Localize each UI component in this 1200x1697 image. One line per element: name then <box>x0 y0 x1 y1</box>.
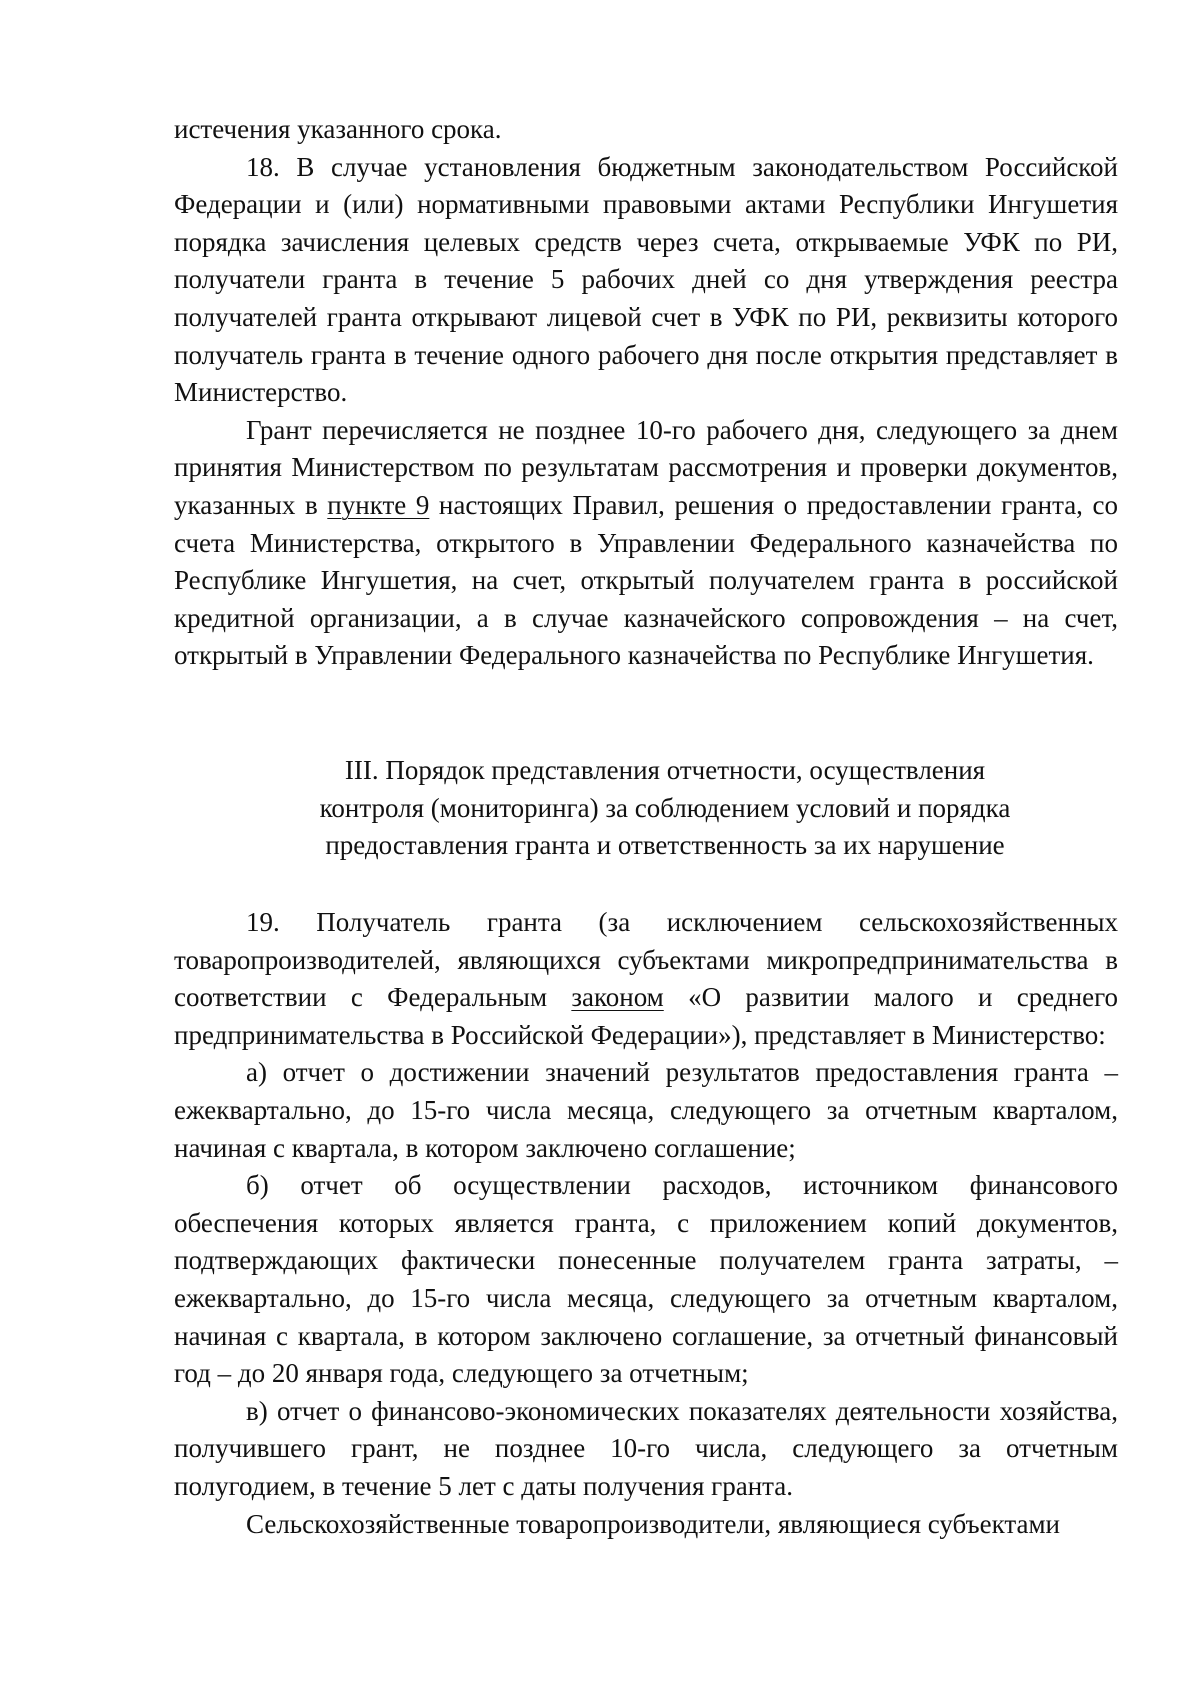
list-item-a: а) отчет о достижении значений результатов предоставления гранта – ежеквартально, до 15-го числа месяца, следующего за отчетным кварталом, начиная с квартала, в котором заключено соглашение; <box>174 1057 1118 1163</box>
list-item-b: б) отчет об осуществлении расходов, источником финансового обеспечения которых является гранта, с приложением копий документов, подтверждающих фактически понесенные получателем гранта затраты, – ежеквартально, до 15-го числа месяца, следующего за отчетным кварталом, начиная с квартала, в котором заключено соглашение, за отчетный финансовый год – до 20 января года, следующего за отчетным; <box>174 1170 1118 1389</box>
section-3-heading-line: контроля (мониторинга) за соблюдением условий и порядка <box>319 792 1011 823</box>
grant-transfer-text-after: настоящих Правил, решения о предоставлении гранта, со счета Министерства, открытого в Управлении Федерального казначейства по Республике Ингушетия, на счет, открытый получателем гранта в российской кредитной организации, а в случае казначейского сопровождения – на счет, открытый в Управлении Федерального казначейства по Республике Ингушетия. <box>174 489 1118 671</box>
federal-law-link[interactable]: законом <box>571 982 664 1013</box>
closing-paragraph: Сельскохозяйственные товаропроизводители, являющиеся субъектами <box>246 1508 1060 1539</box>
top-text-block <box>174 111 1118 675</box>
list-item-c: в) отчет о финансово-экономических показателях деятельности хозяйства, получившего грант, не позднее 10-го числа, следующего за отчетным полугодием, в течение 5 лет с даты получения гранта. <box>174 1395 1118 1501</box>
section-3-heading-line: III. Порядок представления отчетности, осуществления <box>344 755 986 785</box>
clause-9-link[interactable]: пункте 9 <box>327 489 430 520</box>
section-3-heading-line: предоставления гранта и ответственность за их нарушение <box>325 830 1005 861</box>
paragraph-19-text-before: 19. Получатель гранта (за исключением сельскохозяйственных товаропроизводителей, являющихся субъектами микропредпринимательства в соответствии с Федеральным <box>174 907 1118 1013</box>
grant-transfer-text-before: Грант перечисляется не позднее 10-го рабочего дня, следующего за днем принятия Министерством по результатам рассмотрения и проверки документов, указанных в <box>174 414 1118 520</box>
intro-tail-paragraph: истечения указанного срока. <box>174 114 502 144</box>
paragraph-19-text-after: «О развитии малого и среднего предпринимательства в Российской Федерации»), представляет в Министерство: <box>174 982 1118 1050</box>
paragraph-18: 18. В случае установления бюджетным законодательством Российской Федерации и (или) нормативными правовыми актами Республики Ингушетия порядка зачисления целевых средств через счета, открываемые УФК по РИ, получатели гранта в течение 5 рабочих дней со дня утверждения реестра получателей гранта открывают лицевой счет в УФК по РИ, реквизиты которого получатель гранта в течение одного рабочего дня после открытия представляет в Министерство. <box>174 151 1118 408</box>
section-3-text-block <box>174 904 1118 1543</box>
paragraph-19 <box>174 904 1118 1054</box>
section-3-heading <box>230 752 1100 865</box>
grant-transfer-paragraph <box>174 412 1118 675</box>
